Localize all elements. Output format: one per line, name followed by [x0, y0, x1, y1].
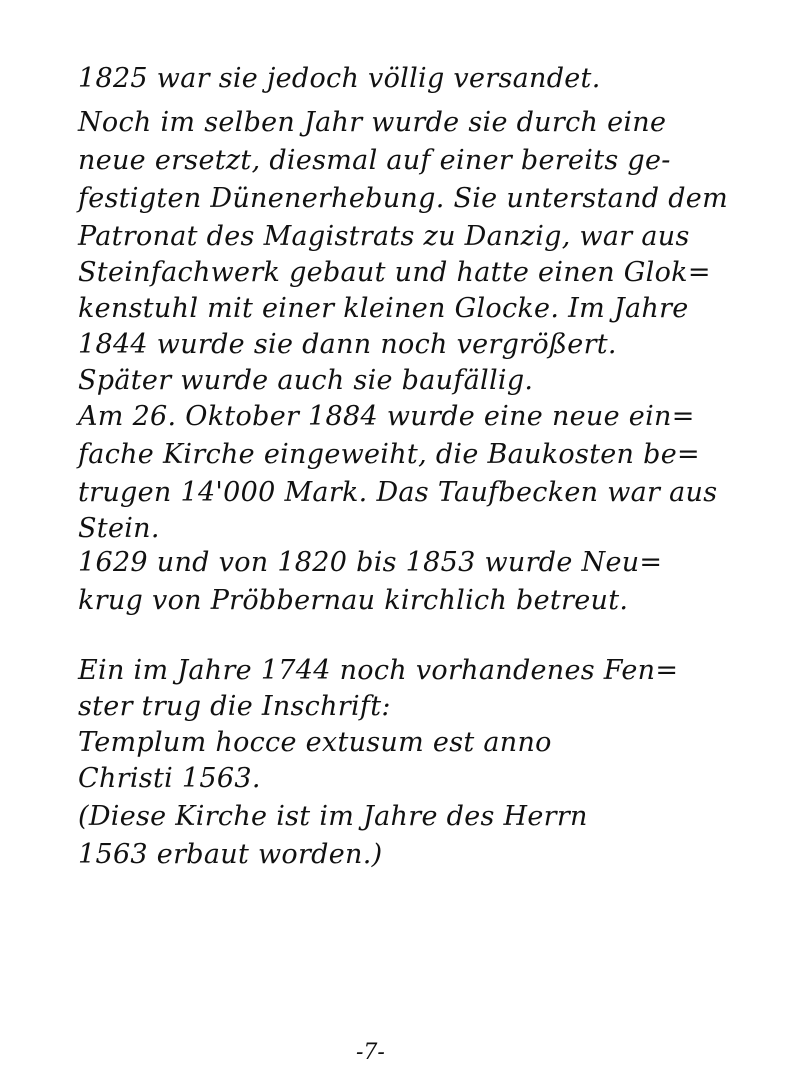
- text-line: fache Kirche eingeweiht, die Baukosten be=: [78, 439, 700, 470]
- text-line: kenstuhl mit einer kleinen Glocke. Im Jahre: [78, 293, 689, 324]
- text-line: Später wurde auch sie baufällig.: [78, 365, 534, 396]
- text-line: festigten Dünenerhebung. Sie unterstand dem: [78, 183, 728, 214]
- text-line: Stein.: [78, 513, 160, 544]
- text-line: Christi 1563.: [78, 763, 261, 794]
- text-line: 1825 war sie jedoch völlig versandet.: [78, 63, 601, 94]
- text-line: ster trug die Inschrift:: [78, 691, 391, 722]
- text-line: (Diese Kirche ist im Jahre des Herrn: [78, 801, 588, 832]
- text-line: 1563 erbaut worden.): [78, 839, 383, 870]
- text-line: Patronat des Magistrats zu Danzig, war aus: [78, 221, 690, 252]
- text-line: 1629 und von 1820 bis 1853 wurde Neu=: [78, 547, 663, 578]
- text-line: neue ersetzt, diesmal auf einer bereits ge-: [78, 145, 671, 176]
- text-line: Noch im selben Jahr wurde sie durch eine: [78, 107, 667, 138]
- text-line: Am 26. Oktober 1884 wurde eine neue ein=: [78, 401, 695, 432]
- text-line: Ein im Jahre 1744 noch vorhandenes Fen=: [78, 655, 679, 686]
- text-line: Steinfachwerk gebaut und hatte einen Glok=: [78, 257, 711, 288]
- page-number: -7-: [356, 1040, 385, 1065]
- text-line: krug von Pröbbernau kirchlich betreut.: [78, 585, 629, 616]
- text-line: Templum hocce extusum est anno: [78, 727, 552, 758]
- text-line: trugen 14'000 Mark. Das Taufbecken war aus: [78, 477, 718, 508]
- text-line: 1844 wurde sie dann noch vergrößert.: [78, 329, 617, 360]
